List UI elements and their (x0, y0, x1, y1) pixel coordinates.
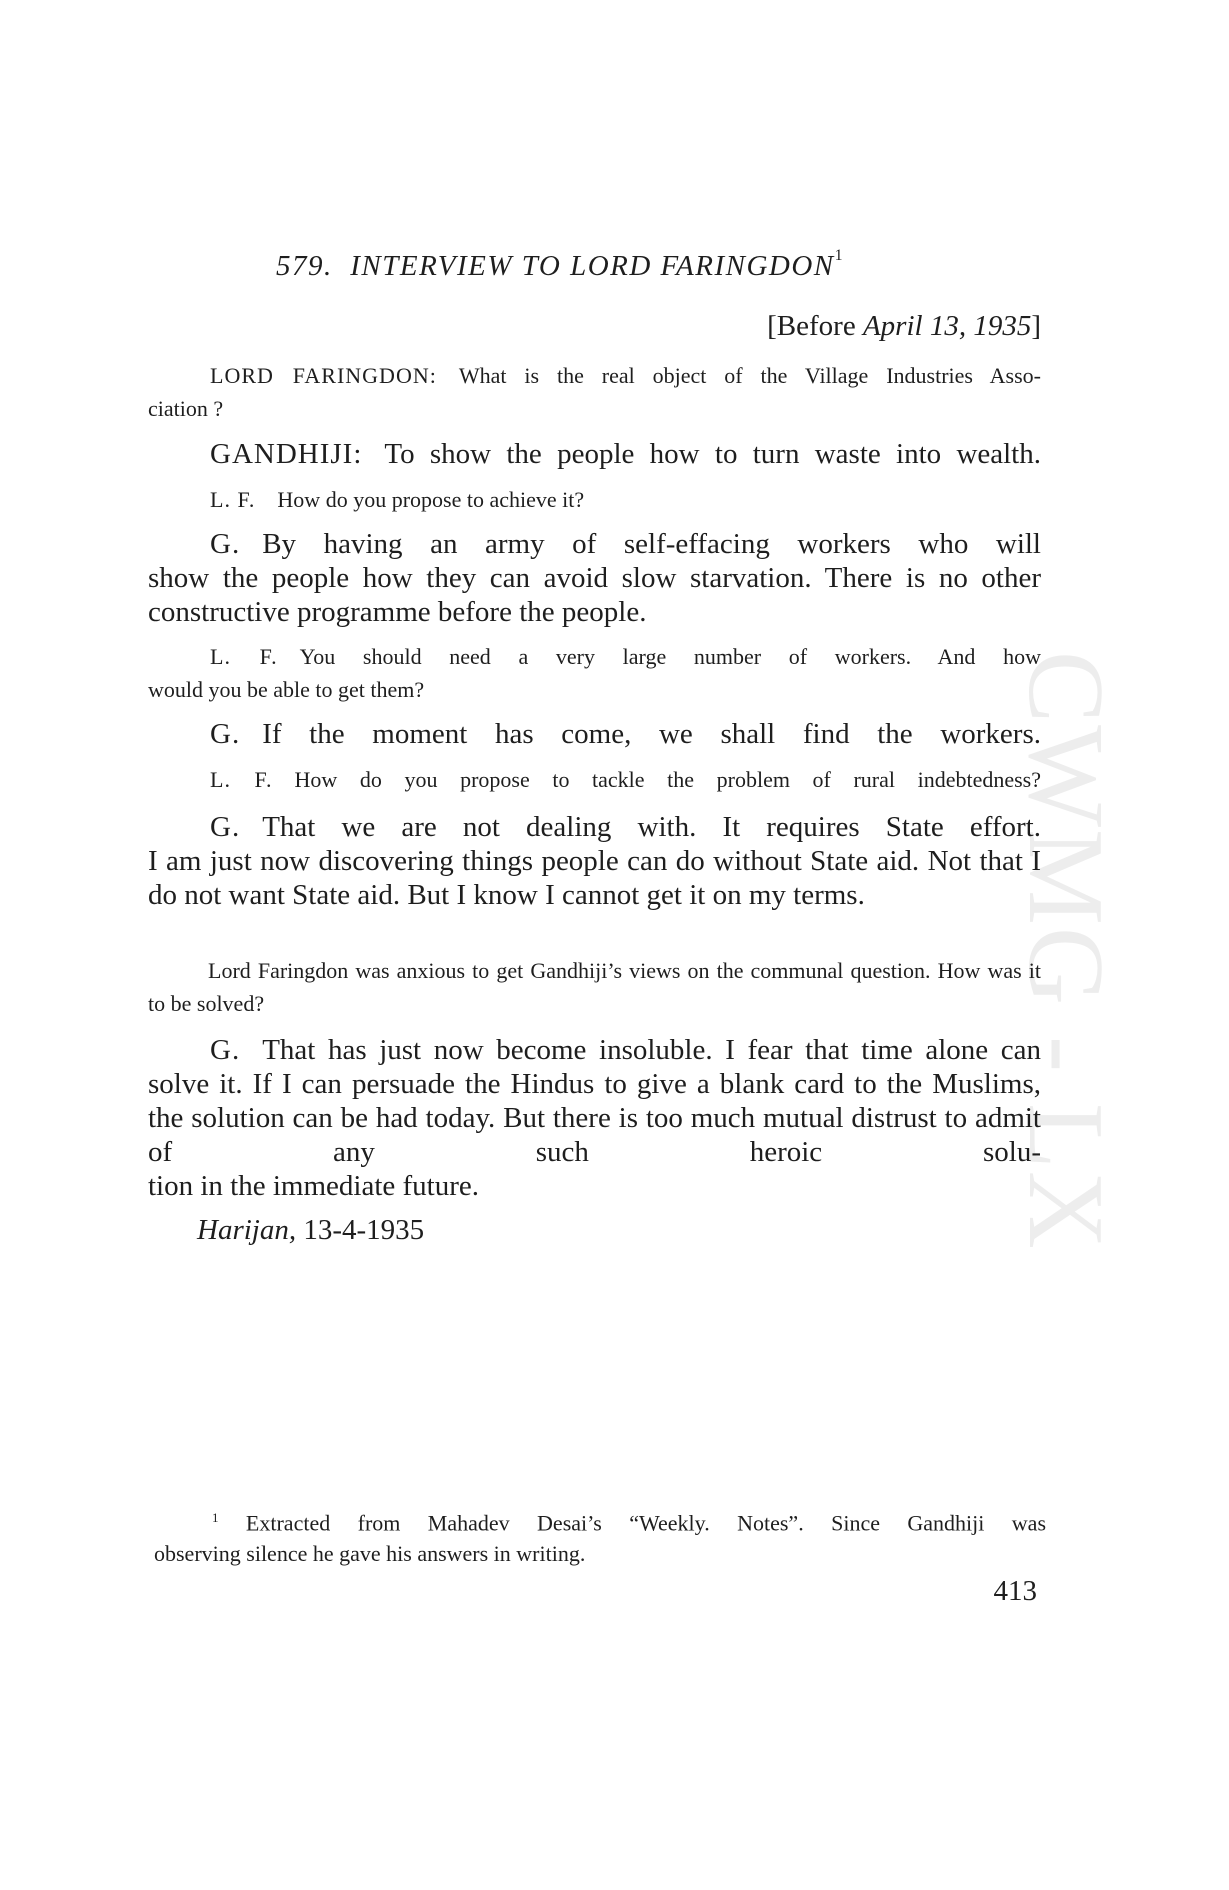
dialogue-line (148, 437, 1041, 471)
speaker-label: L. F. (210, 487, 256, 512)
speaker-label: GANDHIJI: (210, 438, 363, 470)
dialogue-continuation (148, 844, 1041, 912)
footnote-line (154, 1502, 1046, 1538)
footnote-marker: 1 (212, 1510, 219, 1525)
dialogue-text: How do you propose to achieve it? (277, 487, 585, 512)
dialogue-text: tion in the immediate future. (148, 1170, 479, 1202)
dialogue-line (148, 763, 1041, 796)
date-prefix: [Before (767, 310, 856, 342)
dialogue-line (148, 717, 1041, 751)
speaker-label: G. (210, 528, 241, 560)
dialogue-line (148, 1033, 1041, 1169)
footnote (154, 1502, 1046, 1569)
dialogue-text: By having an army of self-effacing workers who will (262, 528, 1041, 560)
date-suffix: ] (1031, 310, 1041, 342)
document-title (276, 247, 845, 283)
dialogue-continuation (148, 392, 1041, 425)
footnote-line: observing silence he gave his answers in writing. (154, 1541, 586, 1567)
dialogue-line (148, 640, 1041, 673)
item-number: 579. (276, 250, 333, 282)
date-month-day: April 13, (862, 310, 967, 342)
dialogue-text: If the moment has come, we shall find the workers. (262, 718, 1041, 750)
speaker-label: LORD FARINGDON: (210, 363, 437, 388)
document-date (767, 310, 1041, 343)
source-citation (197, 1214, 424, 1247)
title-footnote-ref: 1 (834, 247, 845, 265)
dialogue-text: I am just now discovering things people can do without State aid. Not that I do not want State aid. But I know I cannot get it on my terms. (148, 845, 1041, 911)
title-text: INTERVIEW TO LORD FARINGDON (350, 250, 835, 282)
dialogue-line (148, 810, 1041, 844)
dialogue-text: That has just now become insoluble. I fear that time alone can solve it. If I can persuade the Hindus to give a blank card to the Muslims, the solution can be had today. But there is too much mutual distrust to admit of any such heroic solu- (148, 1034, 1041, 1168)
page-number: 413 (993, 1575, 1037, 1607)
dialogue-text: What is the real object of the Village Industries Asso- (458, 363, 1041, 388)
narration: Lord Faringdon was anxious to get Gandhiji’s views on the communal question. How was it to be solved? (148, 958, 1041, 1016)
dialogue-text: ciation ? (148, 396, 224, 421)
dialogue-line (148, 359, 1041, 392)
dialogue-text: To show the people how to turn waste into wealth. (384, 438, 1041, 470)
dialogue-text: That we are not dealing with. It requires State effort. (262, 811, 1041, 843)
speaker-label: G. (210, 811, 241, 843)
source-publication: Harijan, (197, 1214, 297, 1246)
dialogue-line (148, 483, 1041, 516)
speaker-label: G. (210, 718, 241, 750)
dialogue-text: How do you propose to tackle the problem of rural indebtedness? (294, 767, 1041, 792)
watermark-text: CWMG - LX (1006, 651, 1125, 1251)
dialogue-continuation (148, 561, 1041, 629)
speaker-label: G. (210, 1034, 241, 1066)
dialogue-text: You should need a very large number of workers. And how (299, 644, 1041, 669)
date-year: 1935 (973, 310, 1032, 342)
dialogue-text: show the people how they can avoid slow starvation. There is no other constructive programme before the people. (148, 562, 1041, 628)
dialogue-continuation (148, 1169, 1041, 1203)
footnote-text: Extracted from Mahadev Desai’s “Weekly. Notes”. Since Gandhiji was (245, 1510, 1047, 1536)
dialogue-continuation (148, 673, 1041, 706)
source-date: 13-4-1935 (303, 1214, 425, 1246)
dialogue-text: would you be able to get them? (148, 677, 425, 702)
speaker-label: L. F. (210, 644, 278, 669)
speaker-label: L. F. (210, 767, 273, 792)
dialogue-line (148, 527, 1041, 561)
